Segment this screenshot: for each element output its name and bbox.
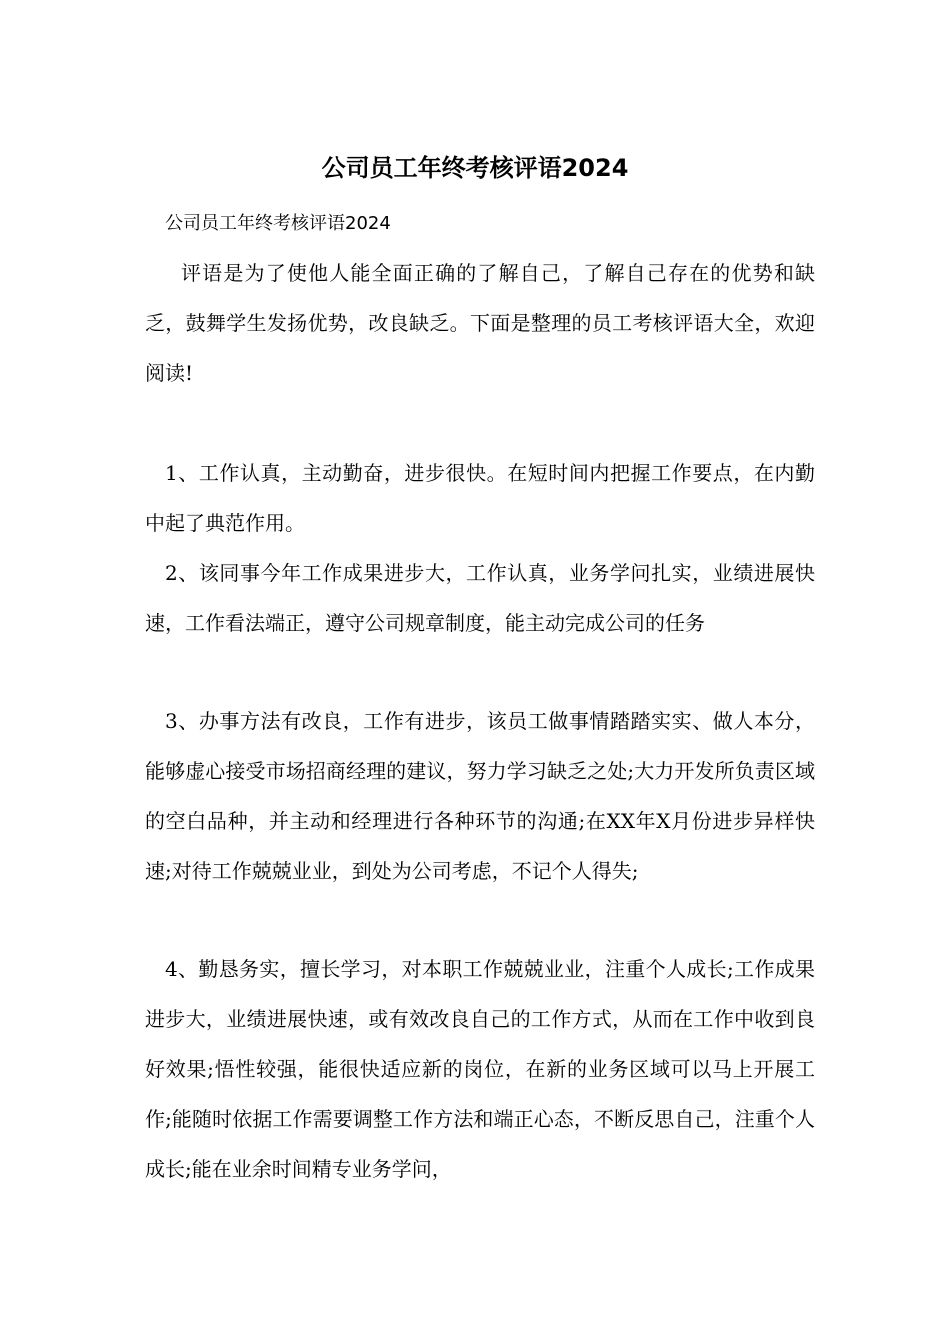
comment-item-1: 1、工作认真，主动勤奋，进步很快。在短时间内把握工作要点，在内勤中起了典范作用。 <box>145 461 815 535</box>
intro-paragraph: 评语是为了使他人能全面正确的了解自己，了解自己存在的优势和缺乏，鼓舞学生发扬优势，改良缺乏。下面是整理的员工考核评语大全，欢迎阅读! <box>145 261 815 385</box>
document-title: 公司员工年终考核评语2024 <box>321 154 629 182</box>
comment-item-4: 4、勤恳务实，擅长学习，对本职工作兢兢业业，注重个人成长;工作成果进步大，业绩进展快速，或有效改良自己的工作方式，从而在工作中收到良好效果;悟性较强，能很快适应新的岗位，在新的业务区域可以马上开展工作;能随时依据工作需要调整工作方法和端正心态，不断反思自己，注重个人成长;能在业余时间精专业务学问， <box>145 957 815 1181</box>
comment-item-2: 2、该同事今年工作成果进步大，工作认真，业务学问扎实，业绩进展快速，工作看法端正，遵守公司规章制度，能主动完成公司的任务 <box>145 561 815 635</box>
comment-item-3: 3、办事方法有改良，工作有进步，该员工做事情踏踏实实、做人本分，能够虚心接受市场招商经理的建议，努力学习缺乏之处;大力开发所负责区域的空白品种，并主动和经理进行各种环节的沟通;在XX年X月份进步异样快速;对待工作兢兢业业，到处为公司考虑，不记个人得失; <box>145 709 815 883</box>
document-subtitle: 公司员工年终考核评语2024 <box>165 213 391 234</box>
